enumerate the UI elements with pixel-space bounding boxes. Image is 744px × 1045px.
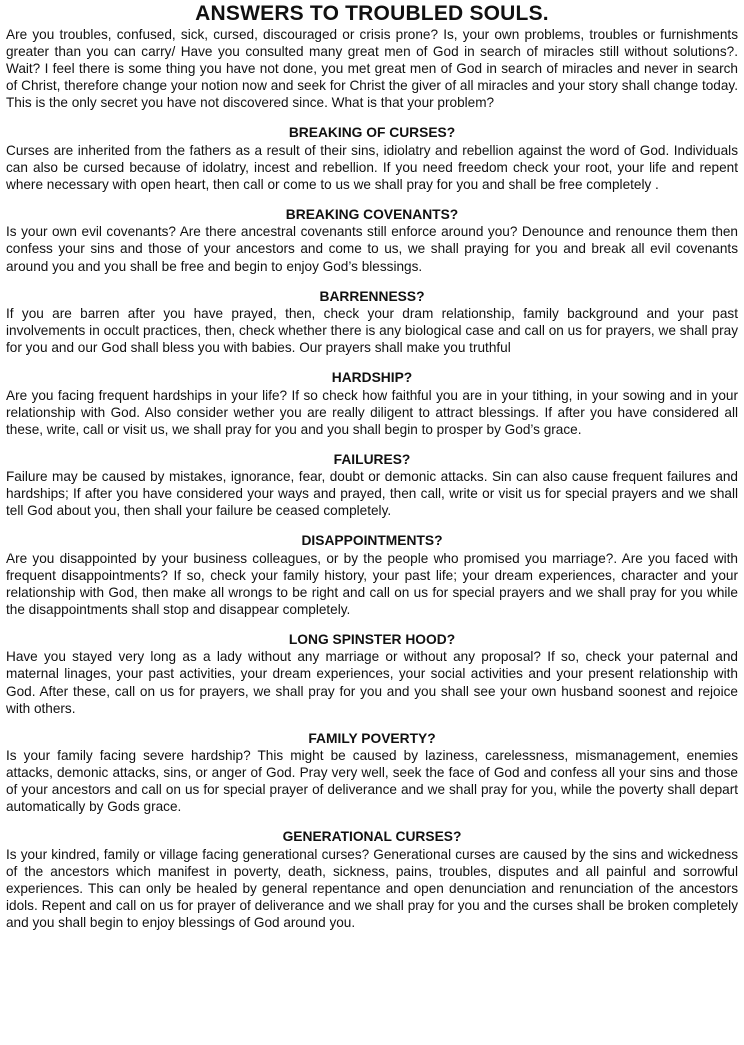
section-heading: GENERATIONAL CURSES? xyxy=(282,829,462,845)
section-heading: FAMILY POVERTY? xyxy=(308,730,436,746)
section-barrenness xyxy=(6,288,738,357)
section-heading: HARDSHIP? xyxy=(331,370,413,386)
section-hardship xyxy=(6,369,738,438)
section-body: Are you disappointed by your business colleagues, or by the people who promised you marriage?. Are you faced with frequent disappointments? If so, check your family history, your past life; your dream experiences, character and your relationship with God, then make all wrongs to be right and call on us for special prayers and we shall pray for you while the disappointments shall stop and disappear completely. xyxy=(6,550,738,617)
section-body: Is your own evil covenants? Are there ancestral covenants still enforce around you? Denounce and renounce them then confess your sins and those of your ancestors and come to us, we shall praying for you and break all evil covenants around you and you shall be free and begin to enjoy God’s blessings. xyxy=(6,224,738,274)
section-disappointments xyxy=(6,532,738,618)
page-title: ANSWERS TO TROUBLED SOULS. xyxy=(195,2,549,25)
section-body: If you are barren after you have prayed, then, check your dram relationship, family background and your past involvements in occult practices, then, check whether there is any biological case and call on us for prayers, we shall pray for you and our God shall bless you with babies. Our prayers shall make you truthful xyxy=(6,305,738,356)
section-heading: BREAKING COVENANTS? xyxy=(285,207,459,223)
section-heading: BREAKING OF CURSES? xyxy=(288,125,456,141)
intro-paragraph: Are you troubles, confused, sick, cursed, discouraged or crisis prone? Is, your own problems, troubles or furnishments greater than you can carry/ Have you consulted many great men of God in search of miracles still without solutions?. Wait? I feel there is some thing you have not done, you met great men of God in search of miracles and never in search of Christ, therefore change your notion now and seek for Christ the giver of all miracles and your story shall change today. This is the only secret you have not discovered since. What is that your problem? xyxy=(6,27,738,111)
section-heading: BARRENNESS? xyxy=(319,288,425,304)
section-body: Failure may be caused by mistakes, ignorance, fear, doubt or demonic attacks. Sin can also cause frequent failures and hardships; If after you have considered your ways and prayed, then call, write or visit us for special prayers and we shall tell God about you, then shall your failure be ceased completely. xyxy=(6,469,738,519)
section-heading: FAILURES? xyxy=(333,451,411,467)
section-body: Have you stayed very long as a lady without any marriage or without any proposal? If so, check your paternal and maternal linages, your past activities, your dream experiences, your social activities and your present relationship with God. After these, call on us for prayers, we shall pray for you and you shall see your own husband soonest and rejoice with others. xyxy=(6,649,738,716)
section-heading: LONG SPINSTER HOOD? xyxy=(288,632,456,648)
section-long-spinster-hood xyxy=(6,631,738,717)
section-breaking-of-curses xyxy=(6,124,738,193)
section-body: Curses are inherited from the fathers as a result of their sins, idiolatry and rebellion against the word of God. Individuals can also be cursed because of idolatry, incest and rebellion. If you need freedom check your root, your life and repent where necessary with open heart, then call or come to us we shall pray for you and shall be free completely . xyxy=(6,142,738,192)
section-body: Are you facing frequent hardships in your life? If so check how faithful you are in your tithing, in your sowing and in your relationship with God. Also consider wether you are really diligent to attract blessings. If after you have considered all these, write, call or visit us, we shall pray for you and you shall begin to prosper by God’s grace. xyxy=(6,387,738,437)
section-breaking-covenants xyxy=(6,206,738,275)
section-body: Is your kindred, family or village facing generational curses? Generational curses are caused by the sins and wickedness of the ancestors which manifest in poverty, death, sickness, pains, troubles, disputes and all painful and sorrowful experiences. This can only be healed by general repentance and open denunciation and renunciation of the ancestors idols. Repent and call on us for prayer of deliverance and we shall pray for you and the curses shall be broken completely and you shall begin to enjoy blessings of God around you. xyxy=(6,846,738,931)
section-heading: DISAPPOINTMENTS? xyxy=(301,533,443,549)
section-generational-curses xyxy=(6,828,738,931)
section-body: Is your family facing severe hardship? This might be caused by laziness, carelessness, mismanagement, enemies attacks, demonic attacks, sins, or anger of God. Pray very well, seek the face of God and confess all your sins and those of your ancestors and call on us for special prayer of deliverance and we shall pray for you, while the poverty shall depart automatically by Gods grace. xyxy=(6,748,738,815)
section-failures xyxy=(6,451,738,520)
section-family-poverty xyxy=(6,730,738,816)
